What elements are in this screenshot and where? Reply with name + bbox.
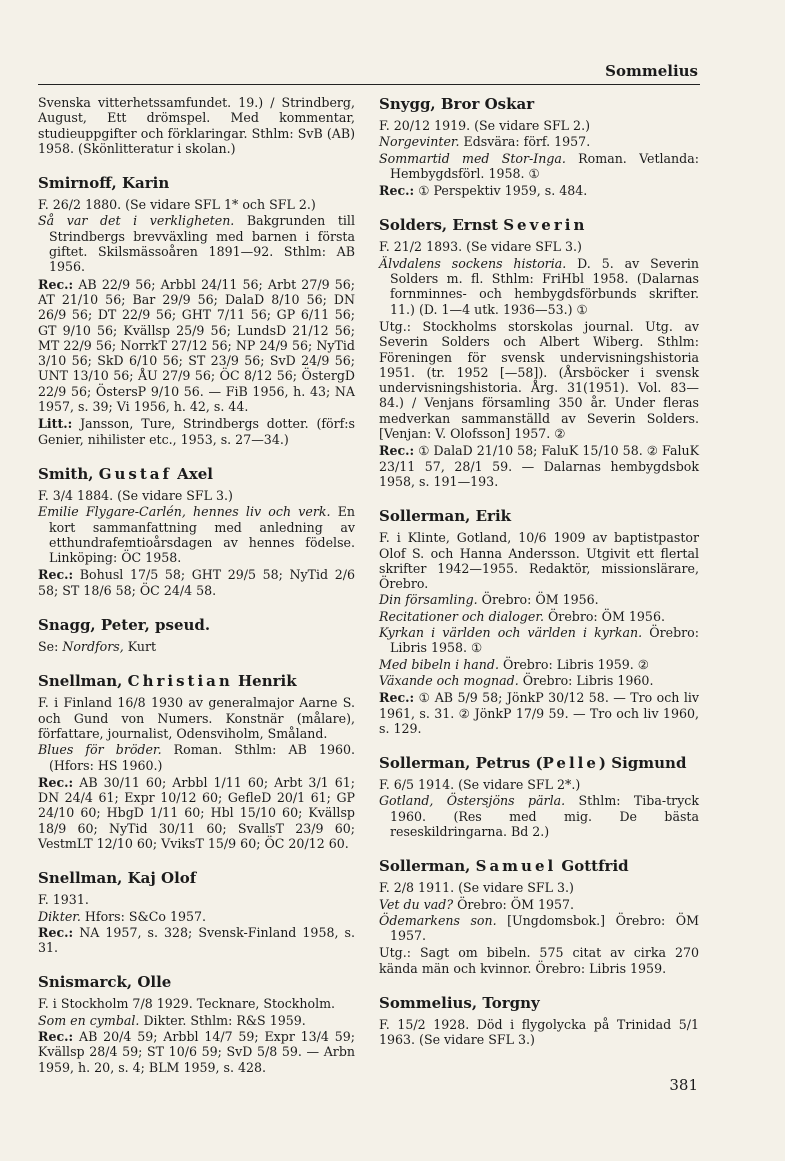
work-details: Örebro: Libris 1958. ① [390, 625, 700, 656]
rec-text: AB 22/9 56; Arbbl 24/11 56; Arbt 27/9 56; AT 21/10 56; Bar 29/9 56; DalaD 8/10 56; DN 26/9 56; DT 22/9 56; GHT 7/11 56; GP 6/11 56; GT 9/10 56; Kvällsp 25/9 56; LundsD 21/12 56; MT 22/9 56; NorrkT 27/12 56; NP 24/9 56; NyTid 3/10 56; SkD 6/10 56; ST 23/9 56; SvD 24/9 56; UNT 13/10 56; ÅU 27/9 56; ÖC 8/12 56; ÖstergD 22/9 56; ÖstersP 9/10 56. — FiB 1956, h. 43; NA 1957, s. 39; Vi 1956, h. 42, s. 44. [38, 276, 355, 415]
heading-part: ) Sigmund [598, 754, 687, 773]
entry-heading: Smirnoff, Karin [38, 174, 170, 193]
work-title: Ödemarkens son. [379, 912, 497, 928]
see-label: Se: [38, 639, 63, 655]
work-title: Emilie Flygare-Carlén, hennes liv och verk. [38, 504, 331, 520]
rec-text: NA 1957, s. 328; Svensk-Finland 1958, s. 31. [38, 924, 355, 956]
entry-born: F. 21/2 1893. (Se vidare SFL 3.) [379, 239, 582, 255]
entry-work [379, 673, 699, 688]
entry-heading: Snagg, Peter, pseud. [38, 616, 211, 635]
entry-reviews [38, 775, 355, 851]
heading-part: Gottfrid [556, 857, 629, 876]
entry-work [379, 151, 699, 182]
heading-part: Sollerman, Petrus ( [379, 754, 543, 773]
work-title: Älvdalens sockens historia. [379, 255, 567, 271]
rec-label: Rec.: [38, 1029, 74, 1045]
work-title: Vet du vad? [379, 896, 454, 912]
entry-heading [38, 465, 355, 484]
rec-label: Rec.: [379, 443, 415, 459]
entry-snygg [379, 95, 699, 198]
entry-born: F. 2/8 1911. (Se vidare SFL 3.) [379, 880, 574, 896]
work-details: Roman. Sthlm: AB 1960. (Hfors: HS 1960.) [49, 742, 355, 773]
entry-sollerman-petrus [379, 754, 699, 839]
entry-heading: Snismarck, Olle [38, 973, 172, 992]
litt-text: Jansson, Ture, Strindbergs dotter. (förf:s Genier, nihilister etc., 1953, s. 27—34.) [38, 416, 355, 447]
litt-label: Litt.: [38, 416, 73, 432]
entry-work [379, 657, 699, 672]
work-title: Blues för bröder. [38, 742, 162, 758]
entry-born: F. 15/2 1928. Död i flygolycka på Trinidad 5/1 1963. (Se vidare SFL 3.) [379, 1017, 699, 1048]
entry-see [38, 639, 355, 654]
rec-text: ① AB 5/9 58; JönkP 30/12 58. — Tro och liv 1961, s. 31. ② JönkP 17/9 59. — Tro och liv 1960, s. 129. [379, 690, 699, 736]
entry-work [379, 913, 699, 944]
entry-born: F. 20/12 1919. (Se vidare SFL 2.) [379, 118, 590, 133]
page-number: 381 [669, 1076, 698, 1094]
heading-part: Axel [171, 464, 213, 483]
work-title: Gotland, Östersjöns pärla. [379, 793, 566, 809]
work-details: [Ungdomsbok.] Örebro: ÖM 1957. [390, 912, 700, 944]
rec-text: AB 30/11 60; Arbbl 1/11 60; Arbt 3/1 61; DN 24/4 61; Expr 10/12 60; GefleD 20/1 61; GP 24/10 60; HbgD 1/11 60; Hbl 15/10 60; Kvällsp 18/9 60; NyTid 30/11 60; SvallsT 23/9 60; VestmLT 12/10 60; VviksT 15/9 60; ÖC 20/12 60. [38, 774, 355, 851]
entry-reviews [38, 567, 355, 598]
entry-sollerman-erik [379, 507, 699, 736]
entry-heading [379, 857, 699, 876]
rec-label: Rec.: [38, 567, 74, 583]
entry-heading [379, 754, 699, 773]
work-title: Som en cymbal. [38, 1012, 140, 1028]
right-column [379, 95, 699, 1066]
see-ref: Nordfors, [62, 639, 124, 655]
entry-work [379, 256, 699, 317]
entry-reviews [38, 1029, 355, 1075]
running-header: Sommelius [605, 62, 698, 80]
entry-work [38, 742, 355, 773]
header-rule [38, 84, 700, 85]
entry-smirnoff [38, 174, 355, 447]
work-title: Kyrkan i världen och världen i kyrkan. [379, 625, 643, 641]
rec-text: ① DalaD 21/10 58; FaluK 15/10 58. ② FaluK 23/11 57, 28/1 59. — Dalarnas hembygdsbok 1958, s. 191—193. [379, 443, 699, 489]
entry-born: F. 26/2 1880. (Se vidare SFL 1* och SFL 2.) [38, 197, 316, 213]
entry-snismarck [38, 973, 355, 1074]
entry-heading: Snellman, Kaj Olof [38, 869, 197, 888]
entry-work [38, 213, 355, 274]
entry-heading: Sollerman, Erik [379, 507, 512, 526]
entry-reviews [379, 690, 699, 736]
heading-part: Solders, Ernst [379, 216, 504, 235]
work-details: Bakgrunden till Strindbergs brevväxling med barnen i första giftet. Skilsmässoåren 1891—92. Sthlm: AB 1956. [49, 213, 355, 275]
heading-part: Sollerman, [379, 857, 476, 876]
work-details: Dikter. Sthlm: R&S 1959. [139, 1012, 306, 1028]
entry-work [379, 793, 699, 839]
work-details: Hfors: S&Co 1957. [80, 908, 206, 924]
rec-label: Rec.: [38, 276, 74, 292]
rec-label: Rec.: [379, 183, 415, 199]
entry-literature [38, 416, 355, 447]
entry-sommelius [379, 994, 699, 1048]
work-details: Edsvära: förf. 1957. [459, 134, 591, 150]
entry-snellman-kaj [38, 869, 355, 955]
entry-reviews [38, 277, 355, 415]
entry-work [38, 1013, 355, 1028]
entry-work [379, 609, 699, 624]
entry-reviews [379, 183, 699, 198]
entry-editor: Utg.: Stockholms storskolas journal. Utg. av Severin Solders och Albert Wiberg. Sthlm: Föreningen för svensk undervisningshistoria 1951. (tr. 1952 [—58]). (Årsböcker i svensk undervisningshistoria. Årg. 31(1951). Vol. 83—84.) / Venjans församling 350 år. Under fleras medverkan sammanställd av Severin Solders. [Venjan: V. Olofsson] 1957. ② [379, 318, 699, 442]
entry-reviews [379, 443, 699, 489]
entry-born: F. i Klinte, Gotland, 10/6 1909 av baptistpastor Olof S. och Hanna Andersson. Utgivit ett flertal skrifter 1942—1955. Redaktör, missionslärare, Örebro. [379, 530, 699, 592]
work-details: Örebro: Libris 1959. ② [499, 656, 650, 672]
rec-label: Rec.: [379, 690, 415, 706]
work-title: Dikter. [38, 908, 81, 924]
entry-work [38, 504, 355, 565]
heading-part: Henrik [232, 672, 297, 691]
entry-heading: Sommelius, Torgny [379, 994, 540, 1013]
entry-work [38, 909, 355, 924]
work-title: Recitationer och dialoger. [379, 608, 544, 624]
rec-label: Rec.: [38, 774, 74, 790]
entry-reviews [38, 925, 355, 956]
entry-born: F. 3/4 1884. (Se vidare SFL 3.) [38, 487, 233, 503]
entry-born: F. i Finland 16/8 1930 av generalmajor Aarne S. och Gund von Numers. Konstnär (målare), författare, journalist, Odensviholm, Småland. [38, 695, 355, 741]
rec-text: ① Perspektiv 1959, s. 484. [414, 183, 588, 199]
entry-solders [379, 216, 699, 489]
heading-spaced: Severin [503, 216, 588, 235]
work-title: Med bibeln i hand. [379, 656, 499, 672]
entry-smith [38, 465, 355, 598]
work-title: Så var det i verkligheten. [38, 213, 235, 229]
heading-spaced: Pelle [542, 754, 599, 773]
rec-label: Rec.: [38, 924, 74, 940]
entry-work [379, 625, 699, 656]
entry-work [379, 897, 699, 912]
entry-snellman-christian [38, 672, 355, 851]
rec-text: Bohusl 17/5 58; GHT 29/5 58; NyTid 2/6 58; ST 18/6 58; ÖC 24/4 58. [38, 567, 355, 598]
entry-snagg [38, 616, 355, 654]
entry-born: F. 6/5 1914. (Se vidare SFL 2*.) [379, 777, 581, 793]
work-details: Örebro: ÖM 1956. [543, 608, 665, 624]
work-details: D. 5. av Severin Solders m. fl. Sthlm: FriHbl 1958. (Dalarnas fornminnes- och hembygdsförbunds skrifter. 11.) (D. 1—4 utk. 1936—53.) ① [390, 255, 699, 317]
rec-text: AB 20/4 59; Arbbl 14/7 59; Expr 13/4 59; Kvällsp 28/4 59; ST 10/6 59; SvD 5/8 59. — Arbn 1959, h. 20, s. 4; BLM 1959, s. 428. [38, 1029, 355, 1075]
work-details: Örebro: ÖM 1957. [453, 896, 575, 912]
see-rest: Kurt [123, 639, 157, 655]
heading-spaced: Christian [127, 672, 233, 691]
work-details: Sthlm: Tiba-tryck 1960. (Res med mig. De bästa reseskildringarna. Bd 2.) [390, 793, 699, 839]
work-title: Din församling. [379, 592, 478, 608]
entry-heading: Snygg, Bror Oskar [379, 95, 535, 113]
entry-heading [379, 216, 699, 235]
entry-work [379, 134, 699, 149]
work-details: Örebro: ÖM 1956. [477, 592, 599, 608]
entry-work [379, 592, 699, 607]
entry-text: Svenska vitterhetssamfundet. 19.) / Strindberg, August, Ett drömspel. Med kommentar, studieuppgifter och förklaringar. Sthlm: SvB (AB) 1958. (Skönlitteratur i skolan.) [38, 95, 355, 156]
left-column [38, 95, 355, 1093]
work-details: En kort sammanfattning med anledning av etthundrafemtioårsdagen av hennes födelse. Linköping: ÖC 1958. [49, 504, 355, 566]
heading-spaced: Samuel [475, 857, 557, 876]
work-title: Växande och mognad. [379, 672, 519, 688]
heading-part: Snellman, [38, 672, 128, 691]
entry-born: F. i Stockholm 7/8 1929. Tecknare, Stockholm. [38, 996, 336, 1012]
heading-part: Smith, [38, 464, 99, 483]
work-title: Norgevinter. [379, 134, 460, 150]
entry-editor: Utg.: Sagt om bibeln. 575 citat av cirka 270 kända män och kvinnor. Örebro: Libris 1959. [379, 945, 699, 976]
continued-entry [38, 95, 355, 156]
work-title: Sommartid med Stor-Inga. [379, 150, 566, 166]
work-details: Örebro: Libris 1960. [518, 672, 654, 688]
heading-spaced: Gustaf [98, 464, 172, 483]
entry-born: F. 1931. [38, 892, 89, 908]
entry-heading [38, 672, 355, 691]
work-details: Roman. Vetlanda: Hembygdsförl. 1958. ① [390, 150, 699, 181]
entry-sollerman-samuel [379, 857, 699, 976]
